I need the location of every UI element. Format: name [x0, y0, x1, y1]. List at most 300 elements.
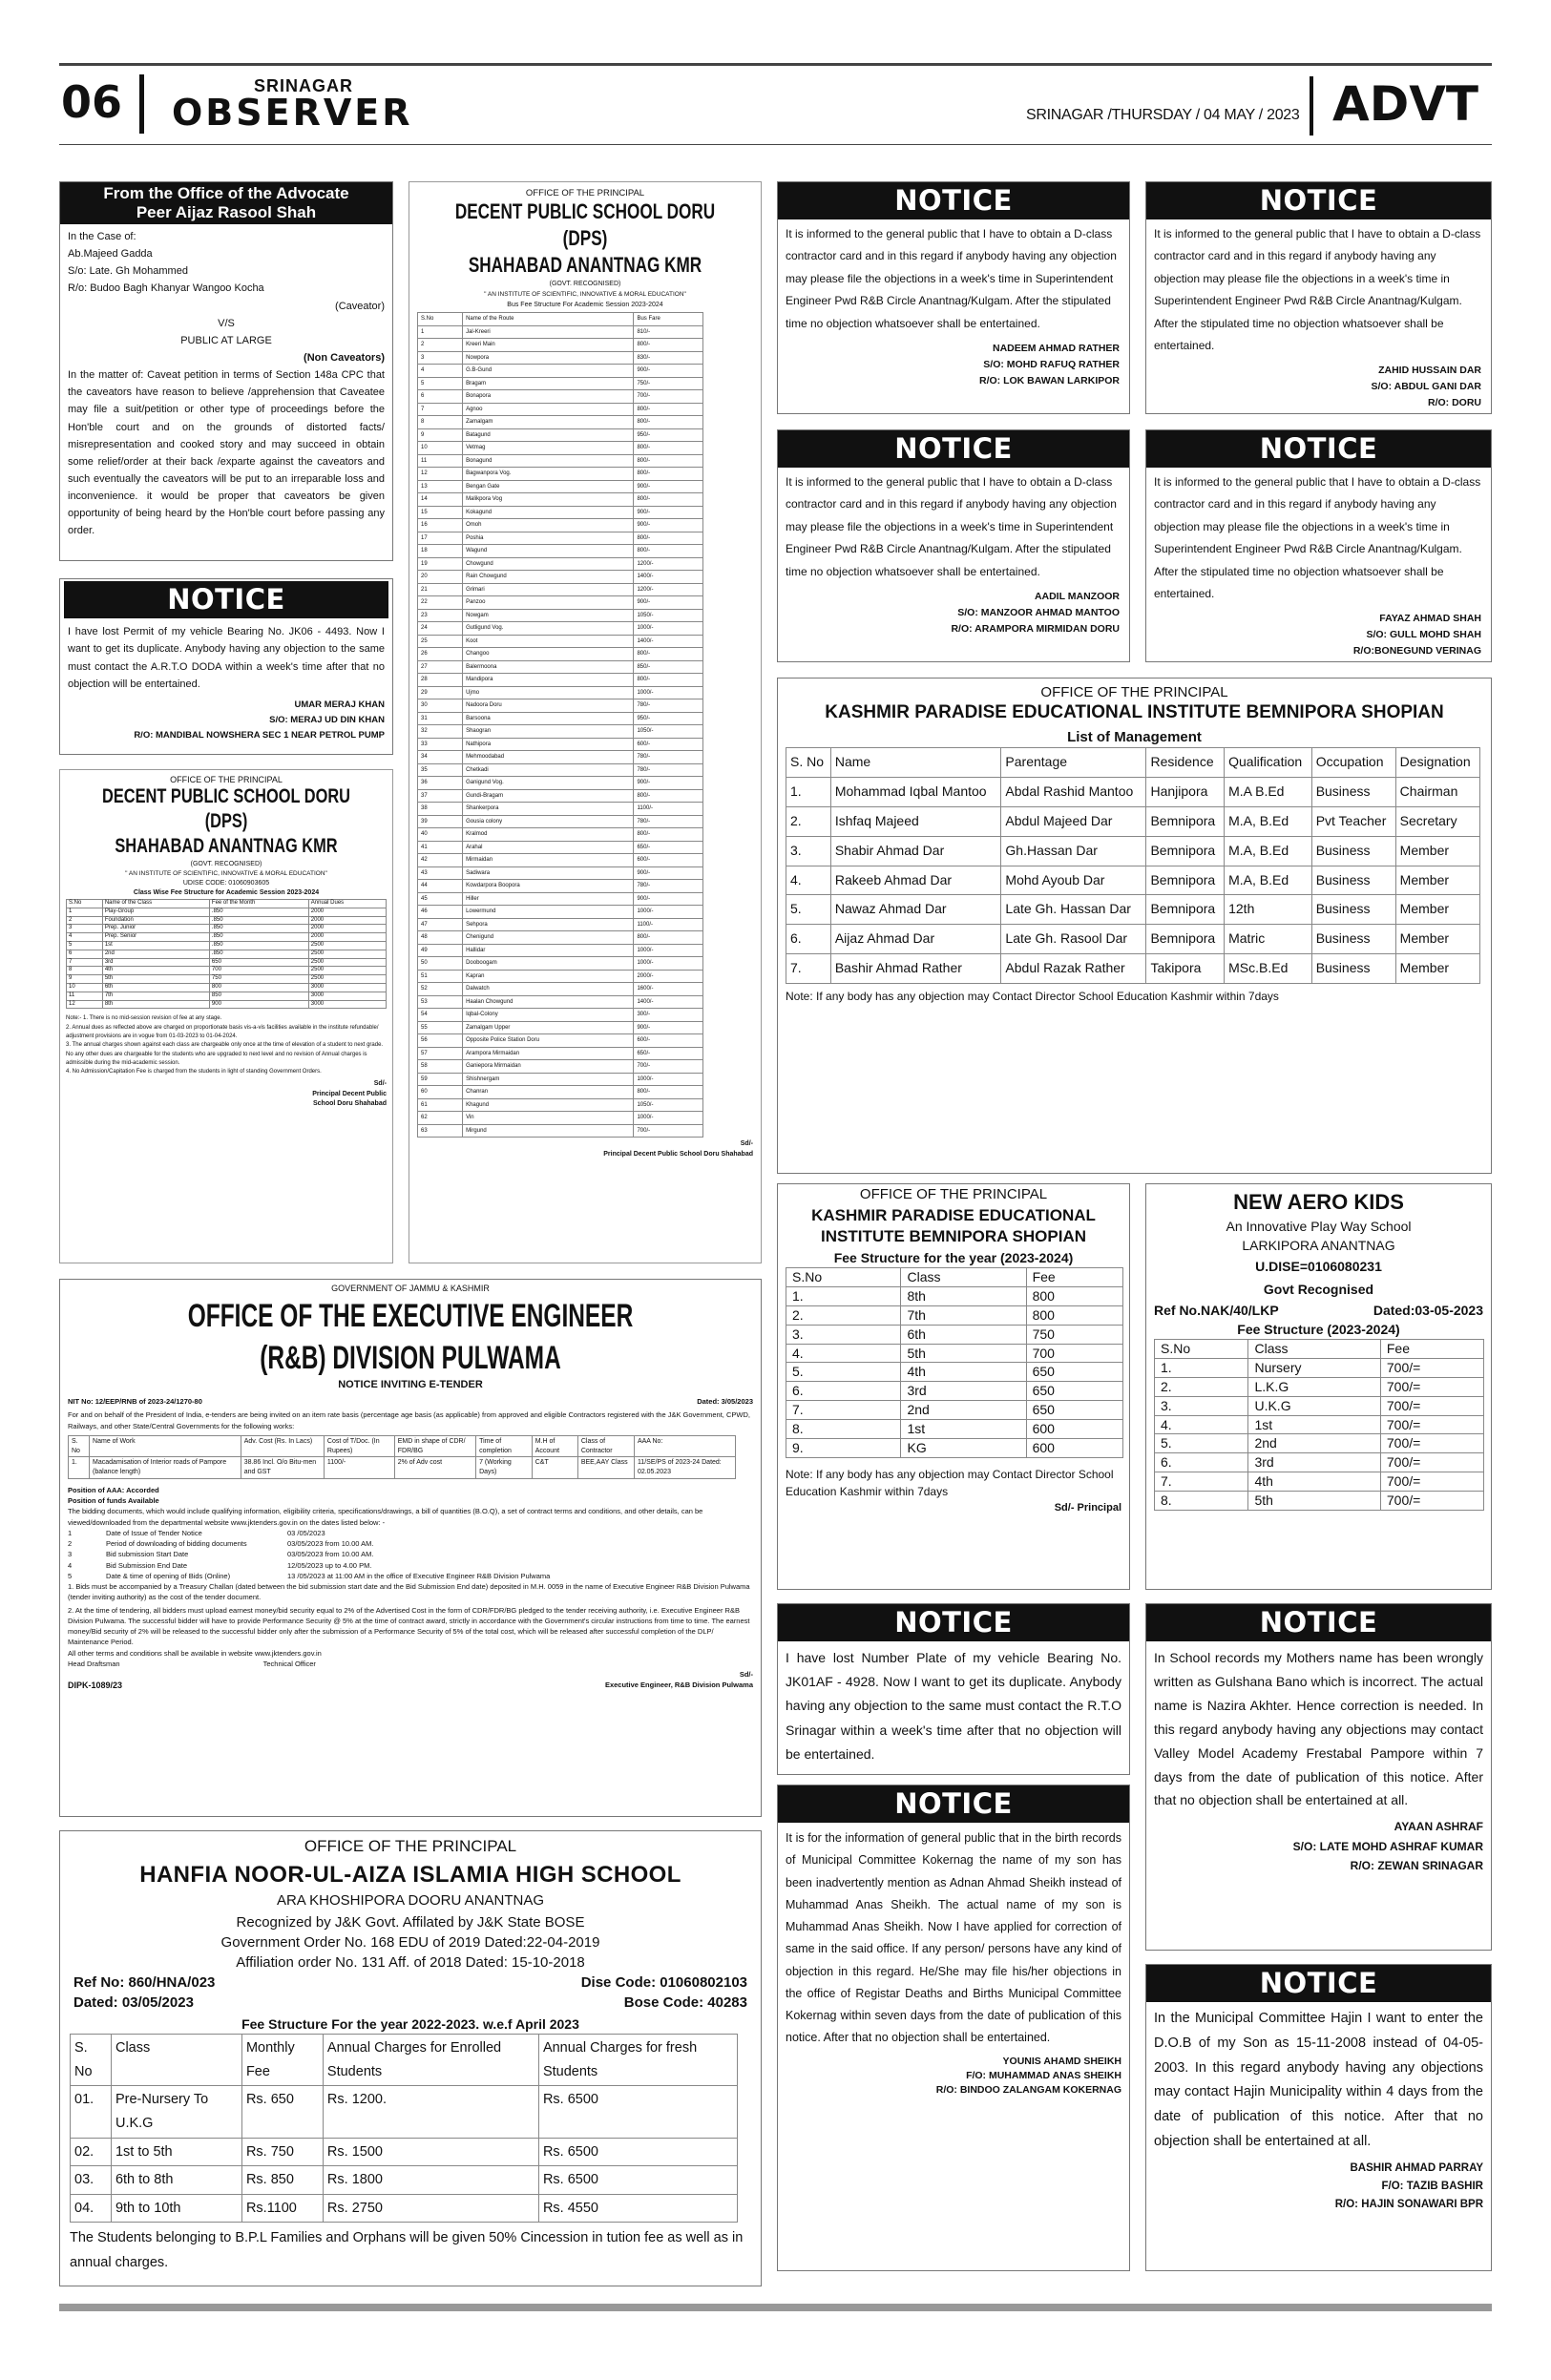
table-cell: 2nd — [102, 950, 209, 958]
table-cell: 1000/- — [634, 906, 703, 919]
bus-office: OFFICE OF THE PRINCIPAL — [525, 188, 645, 198]
table-cell: 3 — [418, 351, 463, 365]
table-cell: Foundation — [102, 916, 209, 925]
header-cell: Occupation — [1311, 748, 1395, 778]
kp-fee-table — [786, 1267, 1123, 1458]
schedule-row — [68, 1538, 753, 1549]
table-cell: 38.86 Incl. O/o Bitu-men and GST — [241, 1457, 324, 1479]
notice-title: NOTICE — [1146, 430, 1491, 468]
table-cell: 12th — [1225, 895, 1312, 925]
header-cell: S. No — [786, 748, 831, 778]
aero-name: NEW AERO KIDS — [1233, 1190, 1404, 1214]
table-cell: Malikpora Vog — [463, 493, 634, 507]
dps-sig-line2: School Doru Shahabad — [312, 1100, 387, 1108]
table-cell: Iqbal-Colony — [463, 1009, 634, 1022]
signatory-parent: F/O: TAZIB BASHIR — [1381, 2180, 1483, 2192]
table-cell: 950/- — [634, 712, 703, 725]
table-cell: Member — [1395, 866, 1479, 895]
table-cell: 7 — [67, 958, 103, 967]
header-cell: S.No — [67, 900, 103, 908]
table-cell: 46 — [418, 906, 463, 919]
table-row — [418, 506, 703, 519]
table-cell: Rs. 2750 — [323, 2194, 538, 2223]
header-cell: Annual Charges for Enrolled Students — [323, 2035, 538, 2086]
table-row — [418, 557, 703, 571]
table-cell: 600/- — [634, 854, 703, 867]
table-row — [786, 895, 1480, 925]
table-row — [418, 1047, 703, 1060]
table-row — [67, 983, 387, 992]
table-cell: 650 — [1026, 1401, 1122, 1420]
table-cell: Hallidar — [463, 944, 634, 957]
table-cell: 1000/- — [634, 622, 703, 636]
hanfia-fee-table — [70, 2034, 738, 2223]
table-cell: Business — [1311, 954, 1395, 984]
table-cell: Bashir Ahmad Rather — [830, 954, 1001, 984]
signatory-address: R/O:BONEGUND VERINAG — [1352, 644, 1481, 657]
schedule-row — [68, 1571, 753, 1581]
table-row — [1155, 1453, 1484, 1472]
table-cell: 57 — [418, 1047, 463, 1060]
table-row — [786, 1401, 1123, 1420]
header-cell: Annual Charges for fresh Students — [538, 2035, 737, 2086]
notice-body: I have lost Number Plate of my vehicle Bearing No. JK01AF - 4928. Now I want to get its duplicate. Anybody having any objection to the same must contact the R.T.O Srinagar within a week's time after that no objection will be entertained. — [786, 1650, 1121, 1762]
table-cell: 13 — [418, 480, 463, 493]
kpf-note: Note: If any body has any objection may Contact Director School Education Kashmir within 7days — [786, 1467, 1114, 1498]
table-cell: Business — [1311, 836, 1395, 866]
table-cell: Aijaz Ahmad Dar — [830, 925, 1001, 954]
table-row — [418, 751, 703, 764]
dps-name: DECENT PUBLIC SCHOOL DORU (DPS) — [102, 785, 350, 832]
table-cell: .850 — [209, 908, 308, 916]
rb-funds: Position of funds Available — [68, 1496, 159, 1506]
kpf-sig: Sd/- Principal — [1054, 1501, 1121, 1514]
table-cell: 8 — [418, 416, 463, 429]
table-row — [418, 660, 703, 674]
table-cell: 33 — [418, 738, 463, 751]
table-cell: 3. — [786, 836, 831, 866]
table-cell: 780/- — [634, 699, 703, 713]
table-cell: 600/- — [634, 1034, 703, 1048]
table-cell: 650 — [1026, 1363, 1122, 1382]
table-row — [418, 1021, 703, 1034]
table-cell: 1. — [786, 1286, 901, 1305]
table-cell: 700/- — [634, 1060, 703, 1074]
schedule-date: 12/05/2023 up to 4.00 PM. — [287, 1560, 372, 1570]
table-row — [1155, 1377, 1484, 1396]
table-row — [418, 944, 703, 957]
table-cell: 9. — [786, 1439, 901, 1458]
table-row — [418, 622, 703, 636]
caveatee-name: Ab.Majeed Gadda — [68, 248, 153, 261]
table-cell: 31 — [418, 712, 463, 725]
table-cell: 02. — [71, 2138, 112, 2166]
table-cell: 900/- — [634, 1021, 703, 1034]
table-cell: Koot — [463, 635, 634, 648]
table-row — [418, 325, 703, 339]
table-cell: 900/- — [634, 866, 703, 880]
table-cell: 52 — [418, 983, 463, 996]
signatory-name: YOUNIS AHAMD SHEIKH — [1002, 2055, 1121, 2067]
table-row — [67, 992, 387, 1000]
kp-note: Note: If any body has any objection may Contact Director School Education Kashmir within 7days — [786, 990, 1279, 1004]
table-cell: 23 — [418, 609, 463, 622]
table-cell: 5 — [67, 941, 103, 950]
header-divider-right — [1310, 76, 1313, 136]
table-cell: 29 — [418, 686, 463, 699]
table-cell: 850/- — [634, 660, 703, 674]
schedule-row — [68, 1560, 753, 1571]
table-cell: 11 — [418, 454, 463, 468]
table-row — [418, 854, 703, 867]
table-cell: 3. — [786, 1325, 901, 1344]
notice-body: It is informed to the general public that I have to obtain a D-class contractor card and in this regard if anybody having any objection may please file the objections in a week's time in Superintendent Engineer Pwd R&B Circle Anantnag/Kulgam. After the stipulated time no objection whatsoever shall be entertained. — [1154, 227, 1481, 352]
table-cell: 1050/- — [634, 725, 703, 739]
table-cell: Bonagund — [463, 454, 634, 468]
table-cell: .850 — [209, 933, 308, 942]
table-cell: 6 — [418, 390, 463, 404]
header-cell: Name of the Route — [463, 313, 634, 326]
signatory-parent: S/O: ABDUL GANI DAR — [1371, 381, 1481, 393]
table-cell: 37 — [418, 789, 463, 803]
table-cell: 61 — [418, 1098, 463, 1112]
table-cell: Abdal Rashid Mantoo — [1001, 777, 1146, 806]
table-cell: Dalwatch — [463, 983, 634, 996]
table-row — [1155, 1358, 1484, 1377]
header-cell: Parentage — [1001, 748, 1146, 778]
rb-nit-title: NOTICE INVITING E-TENDER — [338, 1379, 483, 1390]
table-row — [418, 442, 703, 455]
notice-contractor-2 — [1145, 181, 1492, 414]
table-cell: Business — [1311, 777, 1395, 806]
table-cell: Kralmod — [463, 828, 634, 842]
table-cell: 38 — [418, 803, 463, 816]
table-cell: 28 — [418, 674, 463, 687]
table-header-row — [67, 900, 387, 908]
table-cell: 600 — [1026, 1439, 1122, 1458]
table-cell: 1 — [418, 325, 463, 339]
table-cell: 800/- — [634, 674, 703, 687]
table-row — [67, 1000, 387, 1009]
hanfia-fee-title: Fee Structure For the year 2022-2023. w.e.f April 2023 — [241, 2016, 579, 2032]
notice-body: It is informed to the general public that I have to obtain a D-class contractor card and in this regard if anybody having any objection may please file the objections in a week's time in Superintendent Engineer Pwd R&B Circle Anantnag/Kulgam. After the stipulated time no objection whatsoever shall be entertained. — [786, 227, 1117, 330]
table-cell: 800/- — [634, 648, 703, 661]
table-row — [67, 908, 387, 916]
header-cell: Designation — [1395, 748, 1479, 778]
table-cell: 800 — [1026, 1305, 1122, 1325]
header-divider — [139, 74, 144, 134]
table-cell: Bagwanpora Vog. — [463, 468, 634, 481]
notice-contractor-3 — [777, 429, 1130, 662]
bus-sd: Sd/- — [740, 1140, 753, 1147]
table-cell: 7. — [1155, 1472, 1248, 1492]
table-cell: 780/- — [634, 880, 703, 893]
table-cell: Macadamisation of Interior roads of Pampore (balance length) — [90, 1457, 241, 1479]
table-row — [67, 958, 387, 967]
table-cell: 900/- — [634, 506, 703, 519]
table-cell: Rs.1100 — [241, 2194, 323, 2223]
table-cell: 1100/- — [634, 918, 703, 931]
case-line: In the Case of: — [68, 231, 136, 242]
table-cell: Panzoo — [463, 596, 634, 610]
table-cell: 900/- — [634, 365, 703, 378]
table-cell: 3rd — [102, 958, 209, 967]
table-cell: 800/- — [634, 468, 703, 481]
table-cell: Mehmoodabad — [463, 751, 634, 764]
table-row — [418, 596, 703, 610]
advocate-name: Peer Aijaz Rasool Shah — [136, 203, 317, 221]
table-cell: 1000/- — [634, 1073, 703, 1086]
table-cell: Zamalgam — [463, 416, 634, 429]
table-cell: 3. — [1155, 1396, 1248, 1415]
table-cell: Rs. 1200. — [323, 2086, 538, 2138]
table-cell: 54 — [418, 1009, 463, 1022]
schedule-item: Bid Submission End Date — [106, 1560, 188, 1570]
table-cell: Nawaz Ahmad Dar — [830, 895, 1001, 925]
header-cell: AAA No: — [634, 1435, 735, 1457]
table-row — [418, 377, 703, 390]
dps-sd: Sd/- — [373, 1080, 387, 1088]
table-cell: 2 — [418, 339, 463, 352]
page-number: 06 — [61, 76, 123, 128]
table-cell: .850 — [209, 941, 308, 950]
table-row — [418, 1073, 703, 1086]
aero-udise: U.DISE=0106080231 — [1255, 1259, 1382, 1274]
dps-recognised: (GOVT. RECOGNISED) — [190, 861, 262, 867]
signatory-address: R/O: DORU — [1428, 396, 1481, 408]
notice-lost-number-plate — [777, 1603, 1130, 1775]
table-cell: 39 — [418, 815, 463, 828]
notice-contractor-1 — [777, 181, 1130, 414]
table-cell: 4th — [1248, 1472, 1380, 1492]
table-cell: Kokagund — [463, 506, 634, 519]
table-cell: Late Gh. Hassan Dar — [1001, 895, 1146, 925]
notice-title: NOTICE — [1146, 182, 1491, 219]
public-at-large: PUBLIC AT LARGE — [180, 334, 272, 346]
table-cell: Rain Chowgund — [463, 571, 634, 584]
table-cell: 6th — [901, 1325, 1026, 1344]
table-cell: 700 — [1026, 1344, 1122, 1363]
table-cell: Jal-Kreeri — [463, 325, 634, 339]
table-cell: Rs. 850 — [241, 2166, 323, 2195]
table-cell: Arahal — [463, 841, 634, 854]
table-cell: 45 — [418, 892, 463, 906]
table-cell: Ujmo — [463, 686, 634, 699]
hanfia-footnote: The Students belonging to B.P.L Families and Orphans will be given 50% Cincession in tution fee as well as in annual charges. — [70, 2230, 744, 2270]
table-row — [1155, 1396, 1484, 1415]
table-row — [71, 2086, 738, 2138]
table-cell: 63 — [418, 1124, 463, 1138]
table-cell: Mandipora — [463, 674, 634, 687]
table-cell: 750 — [209, 975, 308, 984]
header-cell: M.H of Account — [532, 1435, 577, 1457]
table-cell: 1400/- — [634, 571, 703, 584]
table-cell: Bonapora — [463, 390, 634, 404]
table-cell: Ishfaq Majeed — [830, 806, 1001, 836]
table-row — [786, 1344, 1123, 1363]
header-cell: Qualification — [1225, 748, 1312, 778]
header-cell: Name — [830, 748, 1001, 778]
notice-body: It is for the information of general public that in the birth records of Municipal Committee Kokernag the name of my son has been inadvertently mention as Adnan Ahmad Sheikh instead of Muhammad Anas Sheikh. The actual name of my son is Muhammad Anas Sheikh. Now I have applied for correction of same in the said office. If any person/ persons have any kind of objection in this regard. He/She may file his/her objections in the office of Registar Deaths and Births Municipal Committee Kokernag within seven days from the date of publication of this notice. After that no objection shall be entertained. — [786, 1831, 1121, 2045]
table-cell: 780/- — [634, 751, 703, 764]
table-row — [418, 803, 703, 816]
table-row — [418, 777, 703, 790]
table-cell: Grimari — [463, 583, 634, 596]
table-cell: 2nd — [901, 1401, 1026, 1420]
dps-note-line: Note:- 1. There is no mid-session revision of fee at any stage. — [66, 1015, 222, 1022]
table-cell: 16 — [418, 519, 463, 532]
rb-schedule — [68, 1528, 753, 1581]
bus-sig: Principal Decent Public School Doru Shahabad — [603, 1150, 753, 1158]
table-cell: .850 — [209, 916, 308, 925]
aero-ref: Ref No.NAK/40/LKP — [1154, 1303, 1279, 1318]
header-cell: Class — [901, 1268, 1026, 1287]
table-row — [71, 2194, 738, 2223]
schedule-no: 3 — [68, 1550, 73, 1559]
table-cell: 4 — [67, 933, 103, 942]
table-row — [418, 1034, 703, 1048]
hanfia-school-notice — [59, 1830, 762, 2286]
table-cell: 5. — [786, 1363, 901, 1382]
table-cell: Bemnipora — [1146, 895, 1225, 925]
table-row — [786, 1305, 1123, 1325]
table-cell: Arampora Mirmaidan — [463, 1047, 634, 1060]
table-cell: 6th to 8th — [111, 2166, 241, 2195]
table-cell: 810/- — [634, 325, 703, 339]
table-cell: 800/- — [634, 1086, 703, 1099]
table-cell: 5th — [901, 1344, 1026, 1363]
table-cell: 2000 — [308, 925, 386, 933]
table-cell: 4. — [786, 866, 831, 895]
rb-p3: All other terms and conditions shall be available in website www.jktenders.gov.in — [68, 1648, 322, 1658]
table-cell: C&T — [532, 1457, 577, 1479]
table-cell: 800/- — [634, 789, 703, 803]
table-cell: 900/- — [634, 519, 703, 532]
header-cell: S.No — [786, 1268, 901, 1287]
signatory-parent: S/O: LATE MOHD ASHRAF KUMAR — [1292, 1839, 1483, 1853]
notice-mother-name — [1145, 1603, 1492, 1951]
notice-title: NOTICE — [778, 182, 1129, 219]
table-cell: Rs. 6500 — [538, 2138, 737, 2166]
table-cell: 650 — [1026, 1382, 1122, 1401]
table-cell: Prep. Senior — [102, 933, 209, 942]
signatory-address: R/O: ZEWAN SRINAGAR — [1350, 1859, 1483, 1873]
table-cell: Kapran — [463, 970, 634, 983]
table-cell: 9 — [418, 428, 463, 442]
table-row — [418, 763, 703, 777]
table-cell: KG — [901, 1439, 1026, 1458]
table-cell: 700/- — [634, 390, 703, 404]
dps-sig-line1: Principal Decent Public — [312, 1090, 387, 1097]
table-cell: M.A B.Ed — [1225, 777, 1312, 806]
table-row — [418, 1124, 703, 1138]
aero-dated: Dated:03-05-2023 — [1373, 1303, 1483, 1318]
notice-body: It is informed to the general public that I have to obtain a D-class contractor card and in this regard if anybody having any objection may please file the objections in a week's time in Superintendent Engineer Pwd R&B Circle Anantnag/Kulgam. After the stipulated time no objection whatsoever shall be entertained. — [786, 475, 1117, 578]
table-cell: .850 — [209, 950, 308, 958]
signatory-name: UMAR MERAJ KHAN — [294, 699, 385, 710]
dps-bus-fee-notice — [409, 181, 762, 1263]
table-cell: 2500 — [308, 950, 386, 958]
notice-title: NOTICE — [1146, 1965, 1491, 2002]
table-row — [71, 2138, 738, 2166]
table-cell: Mohammad Iqbal Mantoo — [830, 777, 1001, 806]
table-row — [786, 1325, 1123, 1344]
schedule-date: 03/05/2023 from 10.00 AM. — [287, 1550, 374, 1559]
dps-office: OFFICE OF THE PRINCIPAL — [170, 775, 283, 784]
table-cell: 900/- — [634, 596, 703, 610]
table-cell: Member — [1395, 895, 1479, 925]
table-cell: 7th — [901, 1305, 1026, 1325]
table-cell: 750/- — [634, 377, 703, 390]
table-cell: 1200/- — [634, 583, 703, 596]
header-cell: S.No — [1155, 1340, 1248, 1359]
table-cell: Member — [1395, 836, 1479, 866]
table-cell: 2000 — [308, 916, 386, 925]
table-row — [418, 892, 703, 906]
dateline: SRINAGAR /THURSDAY / 04 MAY / 2023 — [1026, 107, 1300, 123]
hanfia-affiliation: Affiliation order No. 131 Aff. of 2018 Dated: 15-10-2018 — [236, 1954, 585, 1971]
table-cell: 48 — [418, 931, 463, 945]
table-cell: 5 — [418, 377, 463, 390]
table-cell: 04. — [71, 2194, 112, 2223]
table-cell: Vetmag — [463, 442, 634, 455]
table-cell: 3rd — [901, 1382, 1026, 1401]
masthead-title: OBSERVER — [172, 92, 413, 134]
table-row — [1155, 1492, 1484, 1511]
table-cell: 44 — [418, 880, 463, 893]
table-cell: 8. — [1155, 1492, 1248, 1511]
table-cell: 1200/- — [634, 557, 703, 571]
dps-note-line: 2. Annual dues as reflected above are charged on proportionate basis vis-a-vis facilities available in the institute refundable/ adjustment provisions are in vogue from 01-03-2023 to 01-04-2024. — [66, 1024, 379, 1039]
non-caveators-label: (Non Caveators) — [304, 351, 385, 364]
table-cell: 8th — [102, 1000, 209, 1009]
table-cell: 8th — [901, 1286, 1026, 1305]
table-cell: 9th to 10th — [111, 2194, 241, 2223]
table-cell: 1000/- — [634, 944, 703, 957]
table-cell: 2500 — [308, 967, 386, 975]
rb-office: OFFICE OF THE EXECUTIVE ENGINEER (R&B) DIVISION PULWAMA — [187, 1298, 634, 1376]
hanfia-dise: Dise Code: 01060802103 — [580, 1974, 747, 1991]
table-cell: Lowermund — [463, 906, 634, 919]
table-cell: 6. — [786, 925, 831, 954]
table-cell: Rakeeb Ahmad Dar — [830, 866, 1001, 895]
table-cell: Pre-Nursery To U.K.G — [111, 2086, 241, 2138]
schedule-no: 1 — [68, 1528, 73, 1537]
table-cell: 59 — [418, 1073, 463, 1086]
table-row — [418, 648, 703, 661]
table-cell: Shaogran — [463, 725, 634, 739]
table-cell: 4th — [102, 967, 209, 975]
table-row — [67, 975, 387, 984]
table-cell: 1st to 5th — [111, 2138, 241, 2166]
header-cell: Name of Work — [90, 1435, 241, 1457]
table-cell: 17 — [418, 532, 463, 545]
kp-list-title: List of Management — [1067, 729, 1202, 745]
table-cell: L.K.G — [1248, 1377, 1380, 1396]
table-cell: 650/- — [634, 841, 703, 854]
table-cell: 800/- — [634, 339, 703, 352]
table-cell: 900/- — [634, 480, 703, 493]
notice-title: NOTICE — [778, 430, 1129, 468]
table-cell: Business — [1311, 895, 1395, 925]
table-cell: Prep. Junior — [102, 925, 209, 933]
table-cell: 56 — [418, 1034, 463, 1048]
table-cell: 7. — [786, 954, 831, 984]
table-cell: 2000 — [308, 933, 386, 942]
rb-dated: Dated: 3/05/2023 — [697, 1397, 753, 1406]
table-cell: 9 — [67, 975, 103, 984]
table-row — [418, 493, 703, 507]
